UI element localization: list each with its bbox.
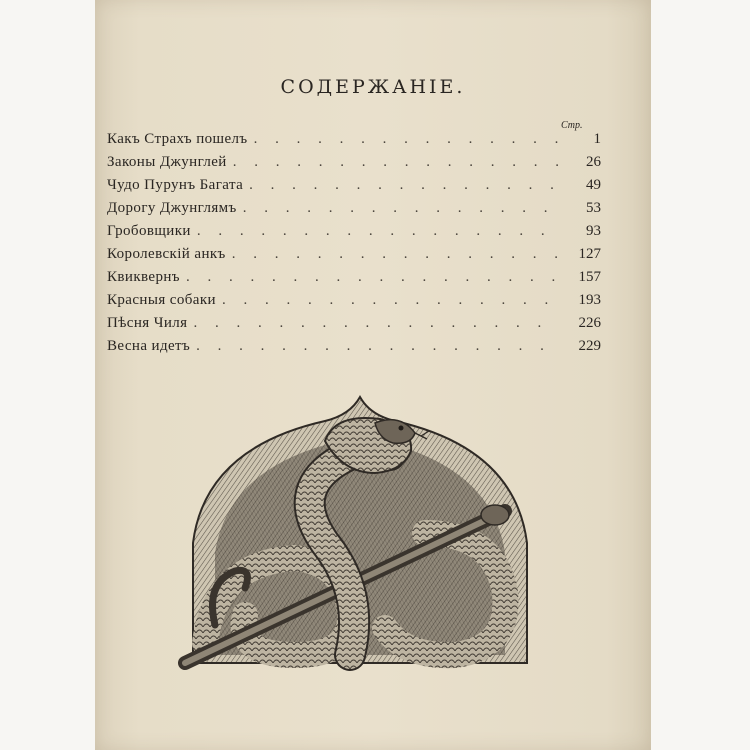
- toc-entry-page-number: 49: [586, 177, 601, 193]
- table-of-contents: [107, 131, 601, 361]
- toc-entry: [107, 269, 601, 292]
- toc-leader-dots: [196, 338, 559, 355]
- toc-entry-page-number: 229: [578, 338, 601, 354]
- toc-entry: [107, 292, 601, 315]
- toc-leader-dots: [233, 154, 559, 171]
- cobra-with-ankus-engraving-icon: [175, 393, 545, 673]
- toc-entry-page-number: 53: [586, 200, 601, 216]
- toc-entry-title: Чудо Пурунъ Багата: [107, 177, 244, 193]
- book-page: [95, 0, 651, 750]
- page-title: СОДЕРЖАНІЕ.: [280, 76, 466, 98]
- toc-entry-title: Весна идетъ: [107, 338, 191, 354]
- toc-entry-page-number: 127: [578, 246, 601, 262]
- toc-leader-dots: [243, 200, 559, 217]
- toc-entry-title: Гробовщики: [107, 223, 191, 239]
- toc-leader-dots: [197, 223, 559, 240]
- toc-entry-title: Пѣсня Чиля: [107, 315, 188, 331]
- toc-entry: [107, 338, 601, 361]
- toc-entry: [107, 154, 601, 177]
- toc-entry-page-number: 1: [593, 131, 601, 147]
- toc-entry: [107, 200, 601, 223]
- toc-entry: [107, 246, 601, 269]
- toc-leader-dots: [193, 315, 559, 332]
- toc-leader-dots: [186, 269, 559, 286]
- toc-entry-title: Квиквернъ: [107, 269, 180, 285]
- toc-entry-title: Дорогу Джунглямъ: [107, 200, 237, 216]
- toc-entry-page-number: 193: [578, 292, 601, 308]
- toc-leader-dots: [232, 246, 559, 263]
- toc-entry: [107, 223, 601, 246]
- toc-entry-page-number: 26: [586, 154, 601, 170]
- toc-entry-title: Красныя собаки: [107, 292, 216, 308]
- toc-entry: [107, 177, 601, 200]
- toc-leader-dots: [254, 131, 559, 148]
- toc-entry-page-number: 93: [586, 223, 601, 239]
- toc-entry: [107, 131, 601, 154]
- toc-entry: [107, 315, 601, 338]
- toc-entry-page-number: 157: [578, 269, 601, 285]
- toc-entry-title: Какъ Страхъ пошелъ: [107, 131, 248, 147]
- toc-leader-dots: [222, 292, 559, 309]
- toc-entry-title: Королевскій анкъ: [107, 246, 226, 262]
- toc-leader-dots: [249, 177, 559, 194]
- toc-entry-page-number: 226: [578, 315, 601, 331]
- toc-entry-title: Законы Джунглей: [107, 154, 227, 170]
- page-column-label: Стр.: [561, 120, 583, 131]
